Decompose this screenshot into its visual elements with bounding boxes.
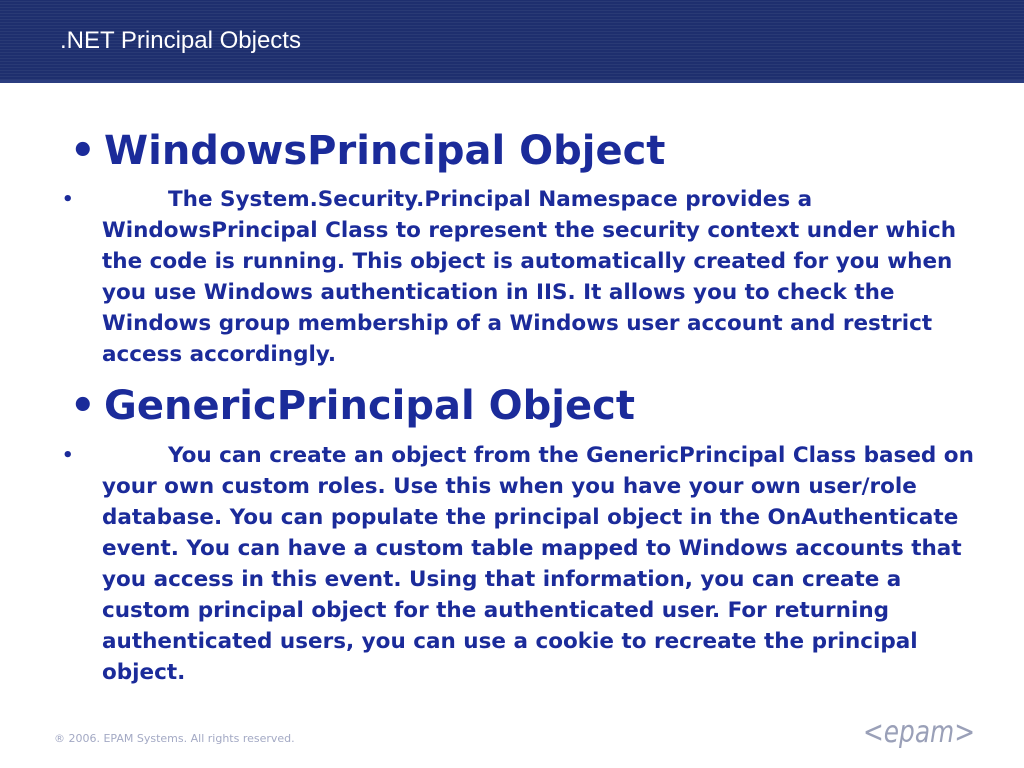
heading-bullet: • [70,128,96,174]
section-paragraph-generic-principal: You can create an object from the GenericPrincipal Class based on your own custom roles. Use this when you have your own user/role database. You can populate the principal object in the OnAuthenticate event. You can have a custom table mapped to Windows accounts that you access in this event. Using that information, you can create a custom principal object for the authenticated user. For returning authenticated users, you can use a cookie to recreate the principal object. [102,443,974,685]
heading-text: GenericPrincipal Object [104,383,635,429]
section-heading-windows-principal [70,128,1000,174]
section-paragraph-windows-principal: The System.Security.Principal Namespace provides a WindowsPrincipal Class to represent the security context under which the code is running. This object is automatically created for you when you use Windows authentication in IIS. It allows you to check the Windows group membership of a Windows user account and restrict access accordingly. [102,187,956,367]
epam-logo-text: <epam> [863,715,975,750]
title-bar [0,0,1024,80]
slide-title: .NET Principal Objects [60,27,301,54]
heading-bullet: • [70,383,96,429]
header-rule [0,80,1024,83]
heading-text: WindowsPrincipal Object [104,128,666,174]
epam-logo [860,711,978,751]
section-heading-generic-principal [70,383,1000,429]
footer-copyright: ® 2006. EPAM Systems. All rights reserved. [54,732,295,745]
paragraph-bullet: • [62,445,74,466]
paragraph-bullet: • [62,189,74,210]
